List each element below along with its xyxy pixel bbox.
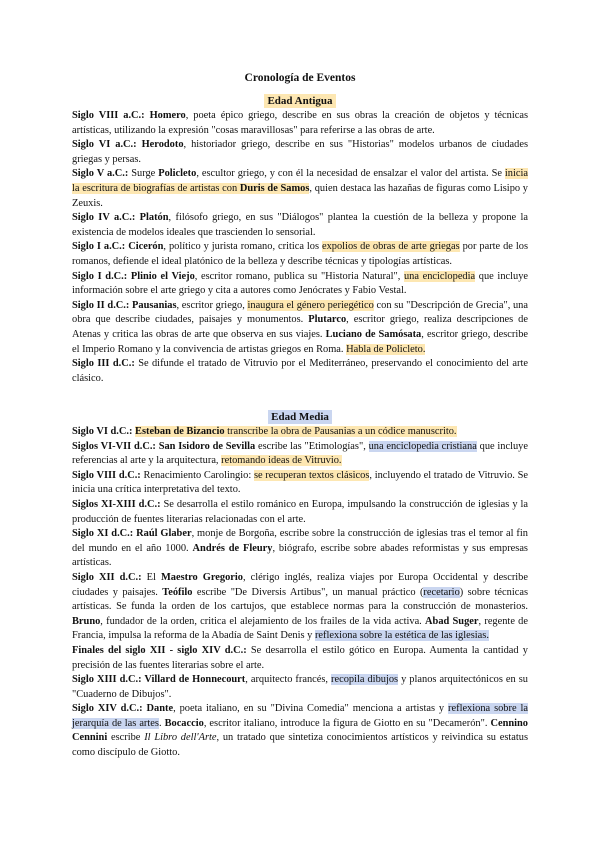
bold-text: Siglo I a.C.: <box>72 241 129 253</box>
entry-text: , escritor griego, describe el Imperio Romano y la convivencia de artistas griegos en Roma. <box>72 328 529 355</box>
entry-text: que incluye información sobre el arte griego y cita a autores como Jenócrates y Fabio Vestal. <box>72 270 529 297</box>
entry-text: , poeta italiano, en su "Divina Comedia" menciona a artistas y <box>173 703 449 715</box>
chronology-entry <box>72 138 528 167</box>
chronology-entry <box>72 469 528 498</box>
entry-text: , un tratado que sintetiza conocimientos artísticos y reivindica su estatus como discípulo de Giotto. <box>72 732 529 759</box>
highlighted-text: inicia la escritura de biografías de artistas con <box>72 168 529 194</box>
bold-text: San Isidoro de Sevilla <box>158 440 256 452</box>
bold-text: Siglo XI d.C.: <box>72 528 137 540</box>
bold-text: Teófilo <box>162 586 193 598</box>
bold-text: Villard de Honnecourt <box>144 674 246 686</box>
bold-text: Siglo XIV d.C.: <box>72 703 147 715</box>
entry-text: , escritor italiano, introduce la figura de Giotto en su "Decamerón". <box>203 717 491 729</box>
entry-text: , escritor griego, <box>176 299 248 311</box>
chronology-entry <box>72 673 528 702</box>
bold-text: Bocaccio <box>164 717 204 729</box>
bold-text: Bruno <box>72 615 101 627</box>
bold-text: Siglo III d.C.: <box>72 358 139 370</box>
entry-text: , historiador griego, describe en sus "Historias" modelos urbanos de ciudades griegas y persas. <box>72 139 528 165</box>
entry-text: , arquitecto francés, <box>245 674 332 686</box>
bold-text: Platón <box>139 212 169 224</box>
entry-text: con su "Descripción de Grecia", una obra que describe ciudades, paisajes y monumentos. <box>72 299 528 326</box>
entry-text: , regente de Francia, impulsa la reforma de la Abadía de Saint Denis y <box>72 615 528 642</box>
bold-text: Maestro Gregorio <box>160 571 243 583</box>
chronology-entry <box>72 211 528 240</box>
chronology-entry <box>72 644 528 673</box>
bold-text: Pausanias <box>132 299 177 311</box>
bold-text: Siglo II d.C.: <box>72 299 133 311</box>
highlighted-text: una enciclopedia <box>403 270 476 282</box>
chronology-entry <box>72 357 528 386</box>
entry-text: escribe "De Diversis Artibus", un manual práctico ( <box>192 586 424 598</box>
entry-text: Se difunde el tratado de Vitruvio por el Mediterráneo, preservando el conocimiento del arte clásico. <box>72 358 528 384</box>
bold-text: Cennino Cennini <box>72 717 528 744</box>
highlighted-text: una enciclopedia cristiana <box>368 440 477 452</box>
bold-text: Siglos XI-XIII d.C.: <box>72 498 164 510</box>
entry-text: Se desarrolla el estilo románico en Europa, impulsando la construcción de iglesias y la producción de fuentes literarias relacionadas con el arte. <box>72 498 528 525</box>
chronology-entry <box>72 498 528 527</box>
bold-text: Siglos VI-VII d.C.: <box>72 440 159 452</box>
bold-text: Siglo VIII d.C.: <box>72 469 144 481</box>
entry-text: Surge <box>131 168 159 180</box>
section-heading-edad-media <box>0 410 600 425</box>
entry-text: , escultor griego, y con él la necesidad de ensalzar el valor del artista. Se <box>196 168 505 180</box>
entry-text: , escritor griego, realiza descripciones de Atenas y critica las obras de arte que observa en sus viajes. <box>72 314 528 340</box>
entry-text: , monje de Borgoña, escribe sobre la construcción de iglesias tras el temor al fin del mundo en el año 1000. <box>72 528 528 554</box>
highlighted-text: reflexiona sobre la estética de las iglesias. <box>314 630 489 642</box>
entry-text: escribe las "Etimologías", <box>255 440 369 452</box>
entry-text: . <box>158 717 165 729</box>
entry-text: , poeta épico griego, describe en sus obras la creación de objetos y técnicas artísticas, utilizando la expresión "cosas maravillosas" para referirse a las obras de arte. <box>72 110 529 136</box>
highlighted-text: retomando ideas de Vitruvio. <box>221 455 342 467</box>
bold-text: Plinio el Viejo <box>130 270 195 282</box>
entry-text: y planos arquitectónicos en su "Cuaderno de Dibujos". <box>72 674 528 700</box>
entry-text: Se desarrolla el estilo gótico en Europa. Aumenta la cantidad y precisión de las fuentes literarias sobre el arte. <box>72 644 528 671</box>
highlighted-text: Esteban de Bizancio <box>135 426 225 437</box>
bold-text: Policleto <box>158 168 197 180</box>
entry-text: , quien destaca las hazañas de figuras como Lisipo y Zeuxis. <box>72 182 528 209</box>
entry-text: , político y jurista romano, critica los <box>163 241 322 253</box>
bold-text: Homero <box>149 110 186 121</box>
chronology-entry <box>72 299 528 357</box>
section-edad-antigua <box>72 109 528 386</box>
entry-text: , fundador de la orden, critica el alejamiento de los frailes de la vida activa. <box>100 615 426 627</box>
chronology-entry <box>72 425 528 440</box>
entry-text: El <box>146 571 161 583</box>
entry-text: ) sobre técnicas artísticas. Se funda la orden de los cartujos, que establece normas para la construcción de monasterios. <box>72 586 528 613</box>
highlighted-text: inaugura el género periegético <box>247 299 374 311</box>
highlighted-text: transcribe la obra de Pausanias a un códice manuscrito. <box>224 426 457 437</box>
bold-text: Siglo I d.C.: <box>72 270 131 282</box>
entry-text: , escritor romano, publica su "Historia Natural", <box>194 270 404 282</box>
entry-text: que incluye referencias al arte y la arquitectura, <box>72 440 528 467</box>
entry-text: escribe <box>107 732 145 744</box>
entry-text: , clérigo inglés, realiza viajes por Europa Occidental y describe ciudades y paisajes. <box>72 571 528 598</box>
bold-text: Andrés de Fleury <box>192 542 273 554</box>
highlighted-text: Duris de Samos <box>239 182 310 194</box>
section-heading-label: Edad Media <box>268 410 332 424</box>
bold-text: Raúl Glaber <box>136 528 192 540</box>
bold-text: Herodoto <box>141 139 184 151</box>
highlighted-text: Habla de Policleto. <box>346 343 426 355</box>
highlighted-text: reflexiona sobre la jerarquía de las artes <box>72 703 528 729</box>
chronology-entry <box>72 440 528 469</box>
entry-text: , incluyendo el tratado de Vitruvio. Se inicia una crítica interpretativa del texto. <box>72 469 528 496</box>
entry-text: , filósofo griego, en sus "Diálogos" plantea la cuestión de la belleza y propone la existencia de modelos ideales que trascienden lo sensorial. <box>72 212 528 238</box>
bold-text: Siglo VI d.C.: <box>72 426 136 437</box>
chronology-entry <box>72 527 528 571</box>
chronology-entry <box>72 240 528 269</box>
chronology-entry <box>72 571 528 644</box>
chronology-entry <box>72 109 528 138</box>
section-edad-media <box>72 425 528 761</box>
highlighted-text: expolios de obras de arte griegas <box>321 241 460 253</box>
bold-text: Siglo VIII a.C.: <box>72 110 150 121</box>
highlighted-text: recetario <box>423 586 460 598</box>
bold-text: Finales del siglo XII - siglo XIV d.C.: <box>72 644 251 656</box>
chronology-entry <box>72 702 528 760</box>
section-heading-edad-antigua <box>0 94 600 109</box>
bold-text: Dante <box>146 703 174 715</box>
bold-text: Luciano de Samósata <box>325 328 422 340</box>
bold-text: Siglo V a.C.: <box>72 168 132 180</box>
bold-text: Siglo XII d.C.: <box>72 571 147 583</box>
highlighted-text: recopila dibujos <box>331 674 399 686</box>
section-heading-label: Edad Antigua <box>264 94 335 108</box>
chronology-entry <box>72 270 528 299</box>
chronology-entry <box>72 167 528 211</box>
bold-text: Plutarco <box>308 314 347 326</box>
entry-text: Il Libro dell'Arte <box>144 732 217 744</box>
bold-text: Siglo IV a.C.: <box>72 212 140 224</box>
bold-text: Cicerón <box>128 241 164 253</box>
bold-text: Siglo VI a.C.: <box>72 139 142 151</box>
bold-text: Abad Suger <box>425 615 479 627</box>
entry-text: Renacimiento Carolingio: <box>143 469 254 481</box>
bold-text: Siglo XIII d.C.: <box>72 674 145 686</box>
entry-text: por parte de los romanos, defiende el ideal platónico de la belleza y describe técnicas y tipologías artísticas. <box>72 241 528 267</box>
highlighted-text: se recuperan textos clásicos <box>253 469 370 481</box>
entry-text: , biógrafo, escribe sobre abades reformistas y sus empresas artísticas. <box>72 542 528 569</box>
document-title: Cronología de Eventos <box>244 72 356 84</box>
